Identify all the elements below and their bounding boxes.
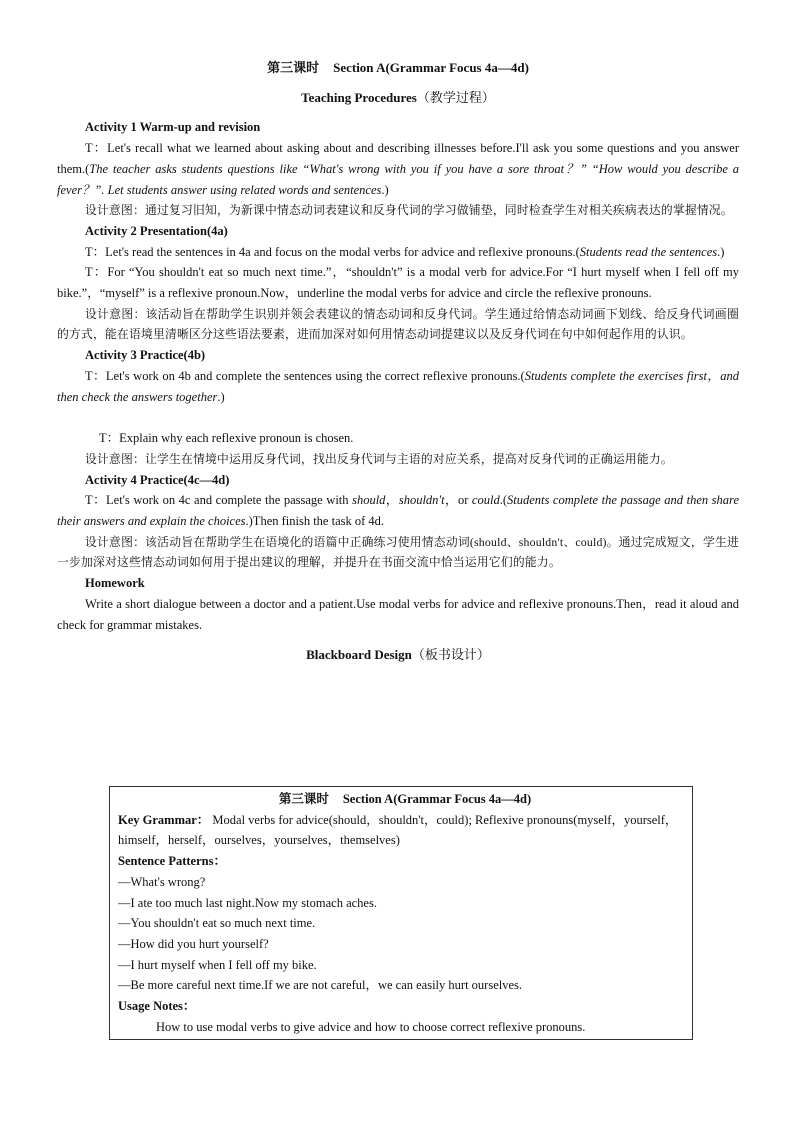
usage-notes-label: Usage Notes：: [118, 999, 196, 1014]
activity3-text1-italic: Students complete the exercises first，and then check the answers together: [57, 368, 739, 404]
activity2-text1: [57, 242, 739, 263]
pattern-line: —You shouldn't eat so much next time.: [118, 916, 316, 931]
blackboard-heading: [57, 645, 739, 666]
activity2-text1-italic: Students read the sentences: [579, 244, 718, 259]
activity3-text1: [57, 366, 739, 407]
activity4-text-a: T：Let's work on 4c and complete the passage with: [85, 493, 353, 508]
activity4-text-b: ，: [385, 493, 399, 508]
activity3-heading: Activity 3 Practice(4b): [85, 348, 206, 363]
pattern-line: —How did you hurt yourself?: [118, 936, 269, 951]
activity4-design: 设计意图：该活动旨在帮助学生在语境化的语篇中正确练习使用情态动词(should、shouldn't、could)。通过完成短文，学生进一步加深对这些情态动词如何用于提出建议的理解，并提升在书面交流中恰当运用它们的能力。: [57, 534, 739, 570]
activity4-text: [57, 490, 739, 531]
activity4-text-italic: Students complete the passage and then share their answers and explain the choices: [57, 493, 739, 529]
key-grammar-text: Modal verbs for advice(should，shouldn't，could); Reflexive pronouns(myself，yourself，himself，herself，ourselves，yourselves，themselves): [118, 812, 678, 848]
homework-heading: Homework: [85, 576, 145, 591]
sentence-patterns-label: Sentence Patterns：: [118, 854, 226, 869]
activity3-design: 设计意图：让学生在情境中运用反身代词，找出反身代词与主语的对应关系，提高对反身代词的正确运用能力。: [85, 451, 673, 466]
key-grammar-label: Key Grammar：: [118, 812, 210, 827]
blackboard-title-cn: （板书设计）: [411, 647, 490, 663]
modal-should: should: [352, 493, 386, 508]
procedures-title-cn: （教学过程）: [416, 89, 495, 105]
pattern-line: —I ate too much last night.Now my stomach aches.: [118, 895, 377, 910]
blackboard-title: Blackboard Design: [306, 647, 412, 663]
blackboard-box-title: [118, 789, 692, 810]
activity2-heading: Activity 2 Presentation(4a): [85, 223, 228, 238]
activity1-text-end: .): [381, 182, 389, 197]
procedures-heading: [57, 88, 739, 109]
activity2-text1-plain: T：Let's read the sentences in 4a and focus on the modal verbs for advice and reflexive pronouns.(: [85, 244, 580, 259]
activity2-design: 设计意图：该活动旨在帮助学生识别并领会表建议的情态动词和反身代词。学生通过给情态动词画下划线、给反身代词画圈的方式，能在语境里清晰区分这些语法要素，进而加深对如何用情态动词提建议以及反身代词在句中如何起作用的认识。: [57, 306, 739, 342]
pattern-line: —I hurt myself when I fell off my bike.: [118, 957, 317, 972]
activity1-text-plain: T：Let's recall what we learned about asking about and describing illnesses before.I'll ask you some questions and you answer them.(: [57, 141, 739, 176]
pattern-line: —Be more careful next time.If we are not careful，we can easily hurt ourselves.: [118, 978, 522, 993]
activity1-text-italic: The teacher asks students questions like “What's wrong with you if you have a sore throat？” “How would you describe a fever？”. Let students answer using related words and sentences: [57, 161, 739, 197]
spacer: [57, 407, 739, 428]
lesson-plan: [57, 58, 739, 666]
usage-notes-text: How to use modal verbs to give advice and how to choose correct reflexive pronouns.: [156, 1019, 586, 1034]
section-title: Section A(Grammar Focus 4a—4d): [333, 60, 529, 75]
activity4-heading: Activity 4 Practice(4c—4d): [85, 472, 230, 487]
activity3-text2: T：Explain why each reflexive pronoun is chosen.: [99, 431, 354, 446]
activity3-text1-end: .): [217, 389, 225, 404]
activity4-text-c: ，or: [444, 493, 472, 508]
activity2-text1-end: .): [717, 244, 725, 259]
activity3-text1-plain: T：Let's work on 4b and complete the sentences using the correct reflexive pronouns.(: [85, 368, 525, 383]
activity4-text-d: .(: [499, 493, 507, 508]
activity4-text-e: .)Then finish the task of 4d.: [245, 514, 385, 529]
activity1-design: 设计意图：通过复习旧知，为新课中情态动词表建议和反身代词的学习做铺垫，同时检查学生对相关疾病表达的掌握情况。: [85, 203, 733, 218]
blackboard-design-box: [109, 786, 693, 1040]
modal-could: could: [471, 493, 500, 508]
activity1-text: [57, 138, 739, 200]
modal-shouldnt: shouldn't: [398, 493, 445, 508]
key-grammar: [118, 810, 692, 851]
homework-text: Write a short dialogue between a doctor and a patient.Use modal verbs for advice and reflexive pronouns.Then，read it aloud and check for grammar mistakes.: [57, 596, 739, 632]
blackboard-lesson: 第三课时: [278, 792, 329, 806]
pattern-line: —What's wrong?: [118, 874, 206, 889]
procedures-title: Teaching Procedures: [301, 89, 417, 105]
activity2-text2: T：For “You shouldn't eat so much next time.”，“shouldn't” is a modal verb for advice.For “I hurt myself when I fell off my bike.”，“myself” is a reflexive pronoun.Now，underline the modal verbs for advice and circle the reflexive pronouns.: [57, 265, 739, 301]
activity1-heading: Activity 1 Warm-up and revision: [85, 120, 261, 135]
lesson-number: 第三课时: [267, 60, 320, 75]
page-title: [57, 58, 739, 79]
blackboard-section: Section A(Grammar Focus 4a—4d): [342, 792, 532, 806]
